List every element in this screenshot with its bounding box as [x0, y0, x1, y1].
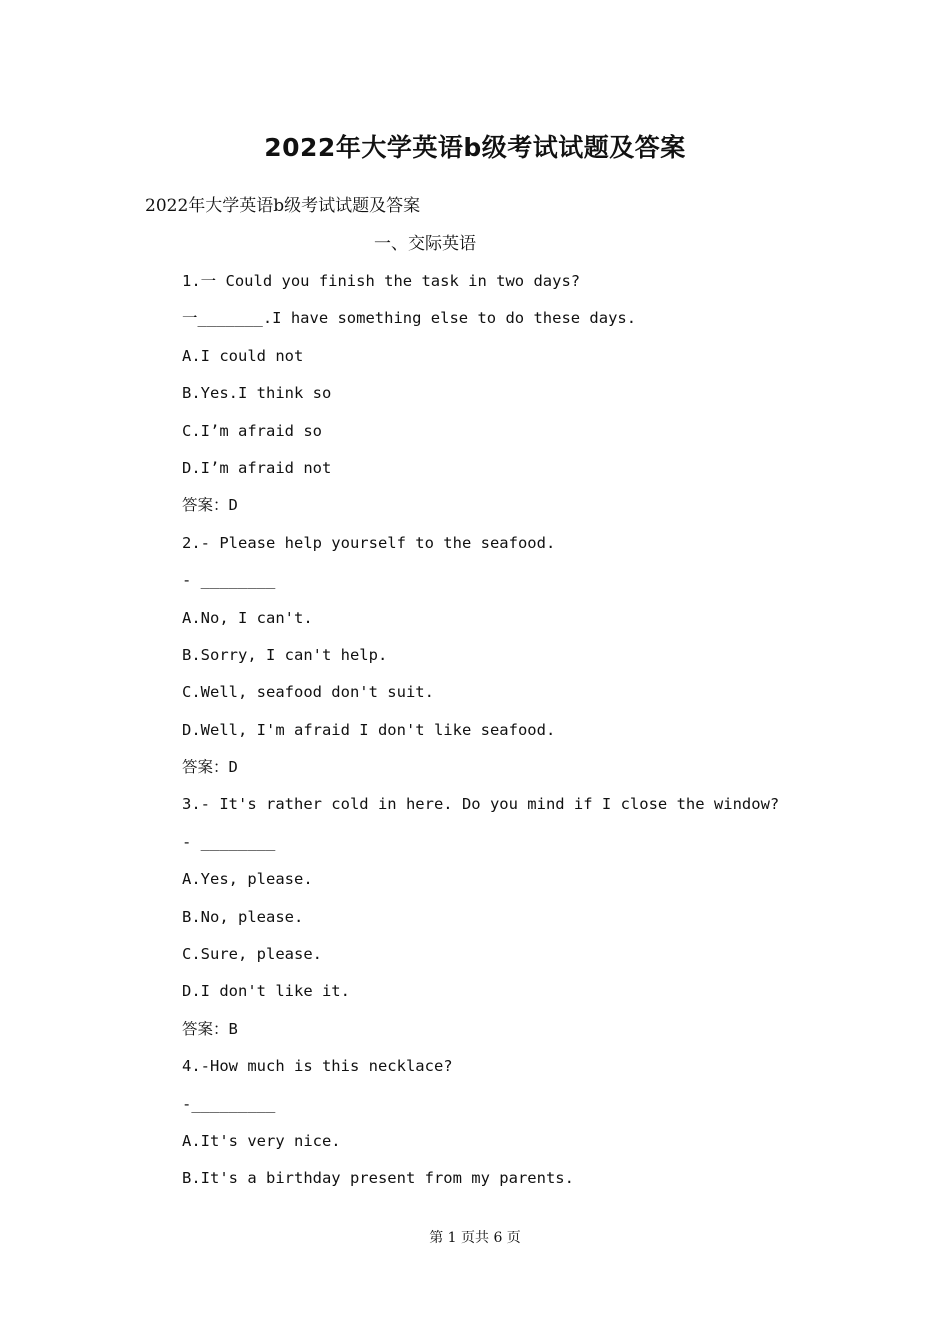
option-c: C.I’m afraid so	[182, 421, 322, 440]
document-subtitle: 2022年大学英语b级考试试题及答案	[145, 196, 421, 216]
option-d: D.Well, I'm afraid I don't like seafood.	[182, 720, 556, 739]
question-text: 2.- Please help yourself to the seafood.	[182, 533, 556, 552]
document-title: 2022年大学英语b级考试试题及答案	[264, 133, 686, 162]
option-b: B.It's a birthday present from my parents.	[182, 1169, 574, 1188]
response-blank: -_________	[182, 1094, 276, 1113]
option-c: C.Sure, please.	[182, 945, 322, 964]
option-a: A.No, I can't.	[182, 608, 313, 627]
option-c: C.Well, seafood don't suit.	[182, 683, 434, 702]
answer-line: 答案：D	[182, 758, 238, 777]
response-blank: - ________	[182, 571, 276, 590]
option-a: A.Yes, please.	[182, 870, 313, 889]
response-blank: - ________	[182, 832, 276, 851]
question-list	[182, 267, 882, 1202]
question-text: 4.-How much is this necklace?	[182, 1057, 453, 1076]
answer-line: 答案：D	[182, 496, 238, 515]
option-b: B.Sorry, I can't help.	[182, 645, 388, 664]
response-blank: 一_______.I have something else to do these days.	[182, 309, 637, 328]
option-b: B.Yes.I think so	[182, 384, 332, 403]
answer-line: 答案：B	[182, 1019, 238, 1038]
question-text: 1.一 Could you finish the task in two days?	[182, 272, 581, 290]
option-a: A.It's very nice.	[182, 1131, 341, 1150]
page-footer: 第 1 页共 6 页	[429, 1230, 521, 1246]
option-a: A.I could not	[182, 346, 304, 365]
option-d: D.I don't like it.	[182, 982, 350, 1001]
option-b: B.No, please.	[182, 907, 304, 926]
question-text: 3.- It's rather cold in here. Do you mind if I close the window?	[182, 795, 780, 814]
section-heading: 一、交际英语	[374, 234, 476, 254]
option-d: D.I’m afraid not	[182, 458, 332, 477]
